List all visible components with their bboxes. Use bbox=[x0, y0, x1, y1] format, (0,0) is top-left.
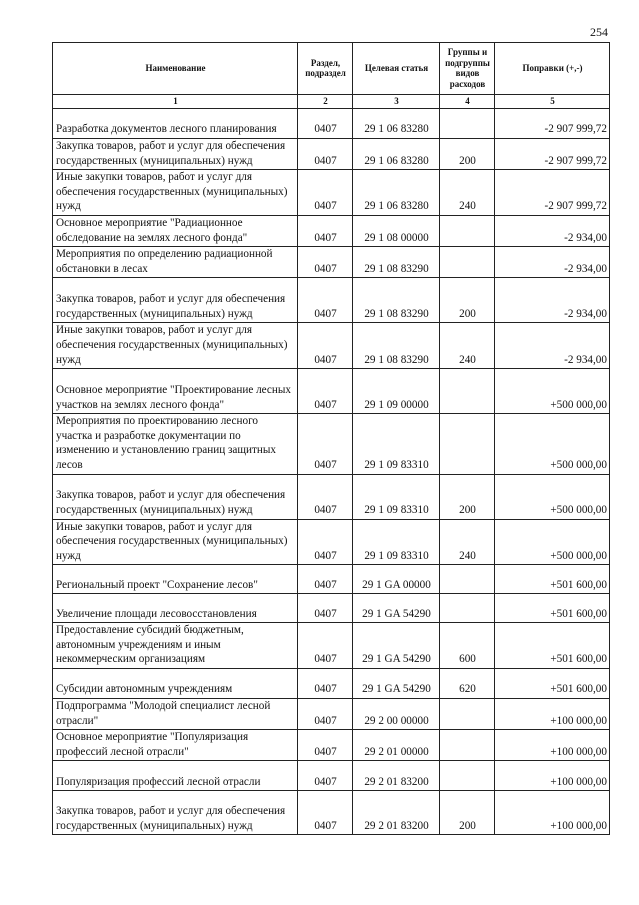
row-name: Иные закупки товаров, работ и услуг для обеспечения государственных (муниципальных) нужд bbox=[53, 519, 298, 565]
column-number: 3 bbox=[353, 95, 440, 109]
table-row bbox=[53, 109, 610, 139]
row-amount: -2 934,00 bbox=[495, 278, 610, 323]
page-number: 254 bbox=[590, 25, 608, 39]
row-article: 29 1 GA 54290 bbox=[353, 669, 440, 699]
row-section: 0407 bbox=[298, 699, 353, 730]
table-row bbox=[53, 594, 610, 623]
row-name: Основное мероприятие "Популяризация профессий лесной отрасли" bbox=[53, 730, 298, 761]
row-amount: +500 000,00 bbox=[495, 369, 610, 414]
row-section: 0407 bbox=[298, 323, 353, 369]
table-row bbox=[53, 565, 610, 594]
row-amount: +500 000,00 bbox=[495, 474, 610, 519]
row-article: 29 1 08 00000 bbox=[353, 215, 440, 246]
row-name: Региональный проект "Сохранение лесов" bbox=[53, 565, 298, 594]
table-row bbox=[53, 278, 610, 323]
row-section: 0407 bbox=[298, 761, 353, 791]
table-row bbox=[53, 139, 610, 170]
row-name: Иные закупки товаров, работ и услуг для обеспечения государственных (муниципальных) нужд bbox=[53, 170, 298, 216]
row-article: 29 1 09 83310 bbox=[353, 474, 440, 519]
row-article: 29 1 08 83290 bbox=[353, 278, 440, 323]
row-amount: -2 907 999,72 bbox=[495, 139, 610, 170]
table-row bbox=[53, 761, 610, 791]
row-group bbox=[440, 761, 495, 791]
row-name: Основное мероприятие "Проектирование лесных участков на землях лесного фонда" bbox=[53, 369, 298, 414]
row-article: 29 2 01 00000 bbox=[353, 730, 440, 761]
row-name: Популяризация профессий лесной отрасли bbox=[53, 761, 298, 791]
row-section: 0407 bbox=[298, 139, 353, 170]
row-article: 29 1 09 00000 bbox=[353, 369, 440, 414]
header-name: Наименование bbox=[53, 43, 298, 95]
row-article: 29 1 06 83280 bbox=[353, 139, 440, 170]
table-row bbox=[53, 699, 610, 730]
row-section: 0407 bbox=[298, 791, 353, 835]
row-group: 200 bbox=[440, 474, 495, 519]
table-row bbox=[53, 791, 610, 835]
row-amount: +500 000,00 bbox=[495, 414, 610, 474]
row-name: Закупка товаров, работ и услуг для обеспечения государственных (муниципальных) нужд bbox=[53, 139, 298, 170]
table-row bbox=[53, 369, 610, 414]
table-row bbox=[53, 669, 610, 699]
row-group bbox=[440, 565, 495, 594]
row-section: 0407 bbox=[298, 519, 353, 565]
row-group bbox=[440, 215, 495, 246]
row-name: Увеличение площади лесовосстановления bbox=[53, 594, 298, 623]
row-amount: -2 907 999,72 bbox=[495, 170, 610, 216]
row-group: 200 bbox=[440, 791, 495, 835]
row-section: 0407 bbox=[298, 730, 353, 761]
row-section: 0407 bbox=[298, 669, 353, 699]
header-group: Группы и подгруппы видов расходов bbox=[440, 43, 495, 95]
row-article: 29 2 00 00000 bbox=[353, 699, 440, 730]
table-row bbox=[53, 474, 610, 519]
row-name: Основное мероприятие "Радиационное обследование на землях лесного фонда" bbox=[53, 215, 298, 246]
table-row bbox=[53, 247, 610, 278]
row-section: 0407 bbox=[298, 278, 353, 323]
row-group: 240 bbox=[440, 519, 495, 565]
column-number: 1 bbox=[53, 95, 298, 109]
table-row bbox=[53, 519, 610, 565]
row-name: Предоставление субсидий бюджетным, автономным учреждениям и иным некоммерческим организациям bbox=[53, 623, 298, 669]
row-group: 200 bbox=[440, 139, 495, 170]
table-row bbox=[53, 170, 610, 216]
column-number: 5 bbox=[495, 95, 610, 109]
row-article: 29 1 08 83290 bbox=[353, 323, 440, 369]
row-group: 600 bbox=[440, 623, 495, 669]
table-row bbox=[53, 730, 610, 761]
row-amount: -2 934,00 bbox=[495, 323, 610, 369]
column-number: 4 bbox=[440, 95, 495, 109]
row-section: 0407 bbox=[298, 215, 353, 246]
row-section: 0407 bbox=[298, 247, 353, 278]
row-article: 29 1 GA 54290 bbox=[353, 594, 440, 623]
column-number-row bbox=[53, 95, 610, 109]
row-article: 29 1 GA 00000 bbox=[353, 565, 440, 594]
row-amount: -2 907 999,72 bbox=[495, 109, 610, 139]
row-name: Мероприятия по проектированию лесного участка и разработке документации по изменению и установлению границ защитных лесов bbox=[53, 414, 298, 474]
row-group: 240 bbox=[440, 170, 495, 216]
row-article: 29 1 06 83280 bbox=[353, 109, 440, 139]
header-article: Целевая статья bbox=[353, 43, 440, 95]
row-amount: +501 600,00 bbox=[495, 669, 610, 699]
row-article: 29 1 09 83310 bbox=[353, 519, 440, 565]
row-amount: -2 934,00 bbox=[495, 215, 610, 246]
row-section: 0407 bbox=[298, 565, 353, 594]
row-amount: +100 000,00 bbox=[495, 761, 610, 791]
budget-amendments-table bbox=[52, 42, 610, 835]
row-name: Мероприятия по определению радиационной обстановки в лесах bbox=[53, 247, 298, 278]
header-section: Раздел, подраздел bbox=[298, 43, 353, 95]
row-article: 29 1 08 83290 bbox=[353, 247, 440, 278]
row-amount: +501 600,00 bbox=[495, 594, 610, 623]
table-row bbox=[53, 323, 610, 369]
row-name: Закупка товаров, работ и услуг для обеспечения государственных (муниципальных) нужд bbox=[53, 474, 298, 519]
row-name: Подпрограмма "Молодой специалист лесной отрасли" bbox=[53, 699, 298, 730]
row-group bbox=[440, 699, 495, 730]
row-name: Иные закупки товаров, работ и услуг для обеспечения государственных (муниципальных) нужд bbox=[53, 323, 298, 369]
row-article: 29 2 01 83200 bbox=[353, 791, 440, 835]
row-amount: -2 934,00 bbox=[495, 247, 610, 278]
row-group bbox=[440, 369, 495, 414]
row-name: Закупка товаров, работ и услуг для обеспечения государственных (муниципальных) нужд bbox=[53, 278, 298, 323]
table-row bbox=[53, 215, 610, 246]
column-number: 2 bbox=[298, 95, 353, 109]
header-amendment: Поправки (+,-) bbox=[495, 43, 610, 95]
row-name: Закупка товаров, работ и услуг для обеспечения государственных (муниципальных) нужд bbox=[53, 791, 298, 835]
row-amount: +501 600,00 bbox=[495, 623, 610, 669]
row-group: 200 bbox=[440, 278, 495, 323]
row-amount: +100 000,00 bbox=[495, 699, 610, 730]
row-section: 0407 bbox=[298, 369, 353, 414]
table-row bbox=[53, 414, 610, 474]
row-article: 29 1 06 83280 bbox=[353, 170, 440, 216]
row-article: 29 1 09 83310 bbox=[353, 414, 440, 474]
row-amount: +100 000,00 bbox=[495, 730, 610, 761]
row-amount: +100 000,00 bbox=[495, 791, 610, 835]
row-amount: +501 600,00 bbox=[495, 565, 610, 594]
row-name: Разработка документов лесного планирования bbox=[53, 109, 298, 139]
header-row bbox=[53, 43, 610, 95]
table-row bbox=[53, 623, 610, 669]
row-section: 0407 bbox=[298, 170, 353, 216]
row-section: 0407 bbox=[298, 623, 353, 669]
row-group bbox=[440, 247, 495, 278]
row-section: 0407 bbox=[298, 109, 353, 139]
row-article: 29 2 01 83200 bbox=[353, 761, 440, 791]
row-section: 0407 bbox=[298, 474, 353, 519]
row-amount: +500 000,00 bbox=[495, 519, 610, 565]
row-group bbox=[440, 730, 495, 761]
row-group: 240 bbox=[440, 323, 495, 369]
row-group bbox=[440, 594, 495, 623]
row-name: Субсидии автономным учреждениям bbox=[53, 669, 298, 699]
row-article: 29 1 GA 54290 bbox=[353, 623, 440, 669]
row-section: 0407 bbox=[298, 594, 353, 623]
row-group: 620 bbox=[440, 669, 495, 699]
row-group bbox=[440, 414, 495, 474]
row-group bbox=[440, 109, 495, 139]
row-section: 0407 bbox=[298, 414, 353, 474]
